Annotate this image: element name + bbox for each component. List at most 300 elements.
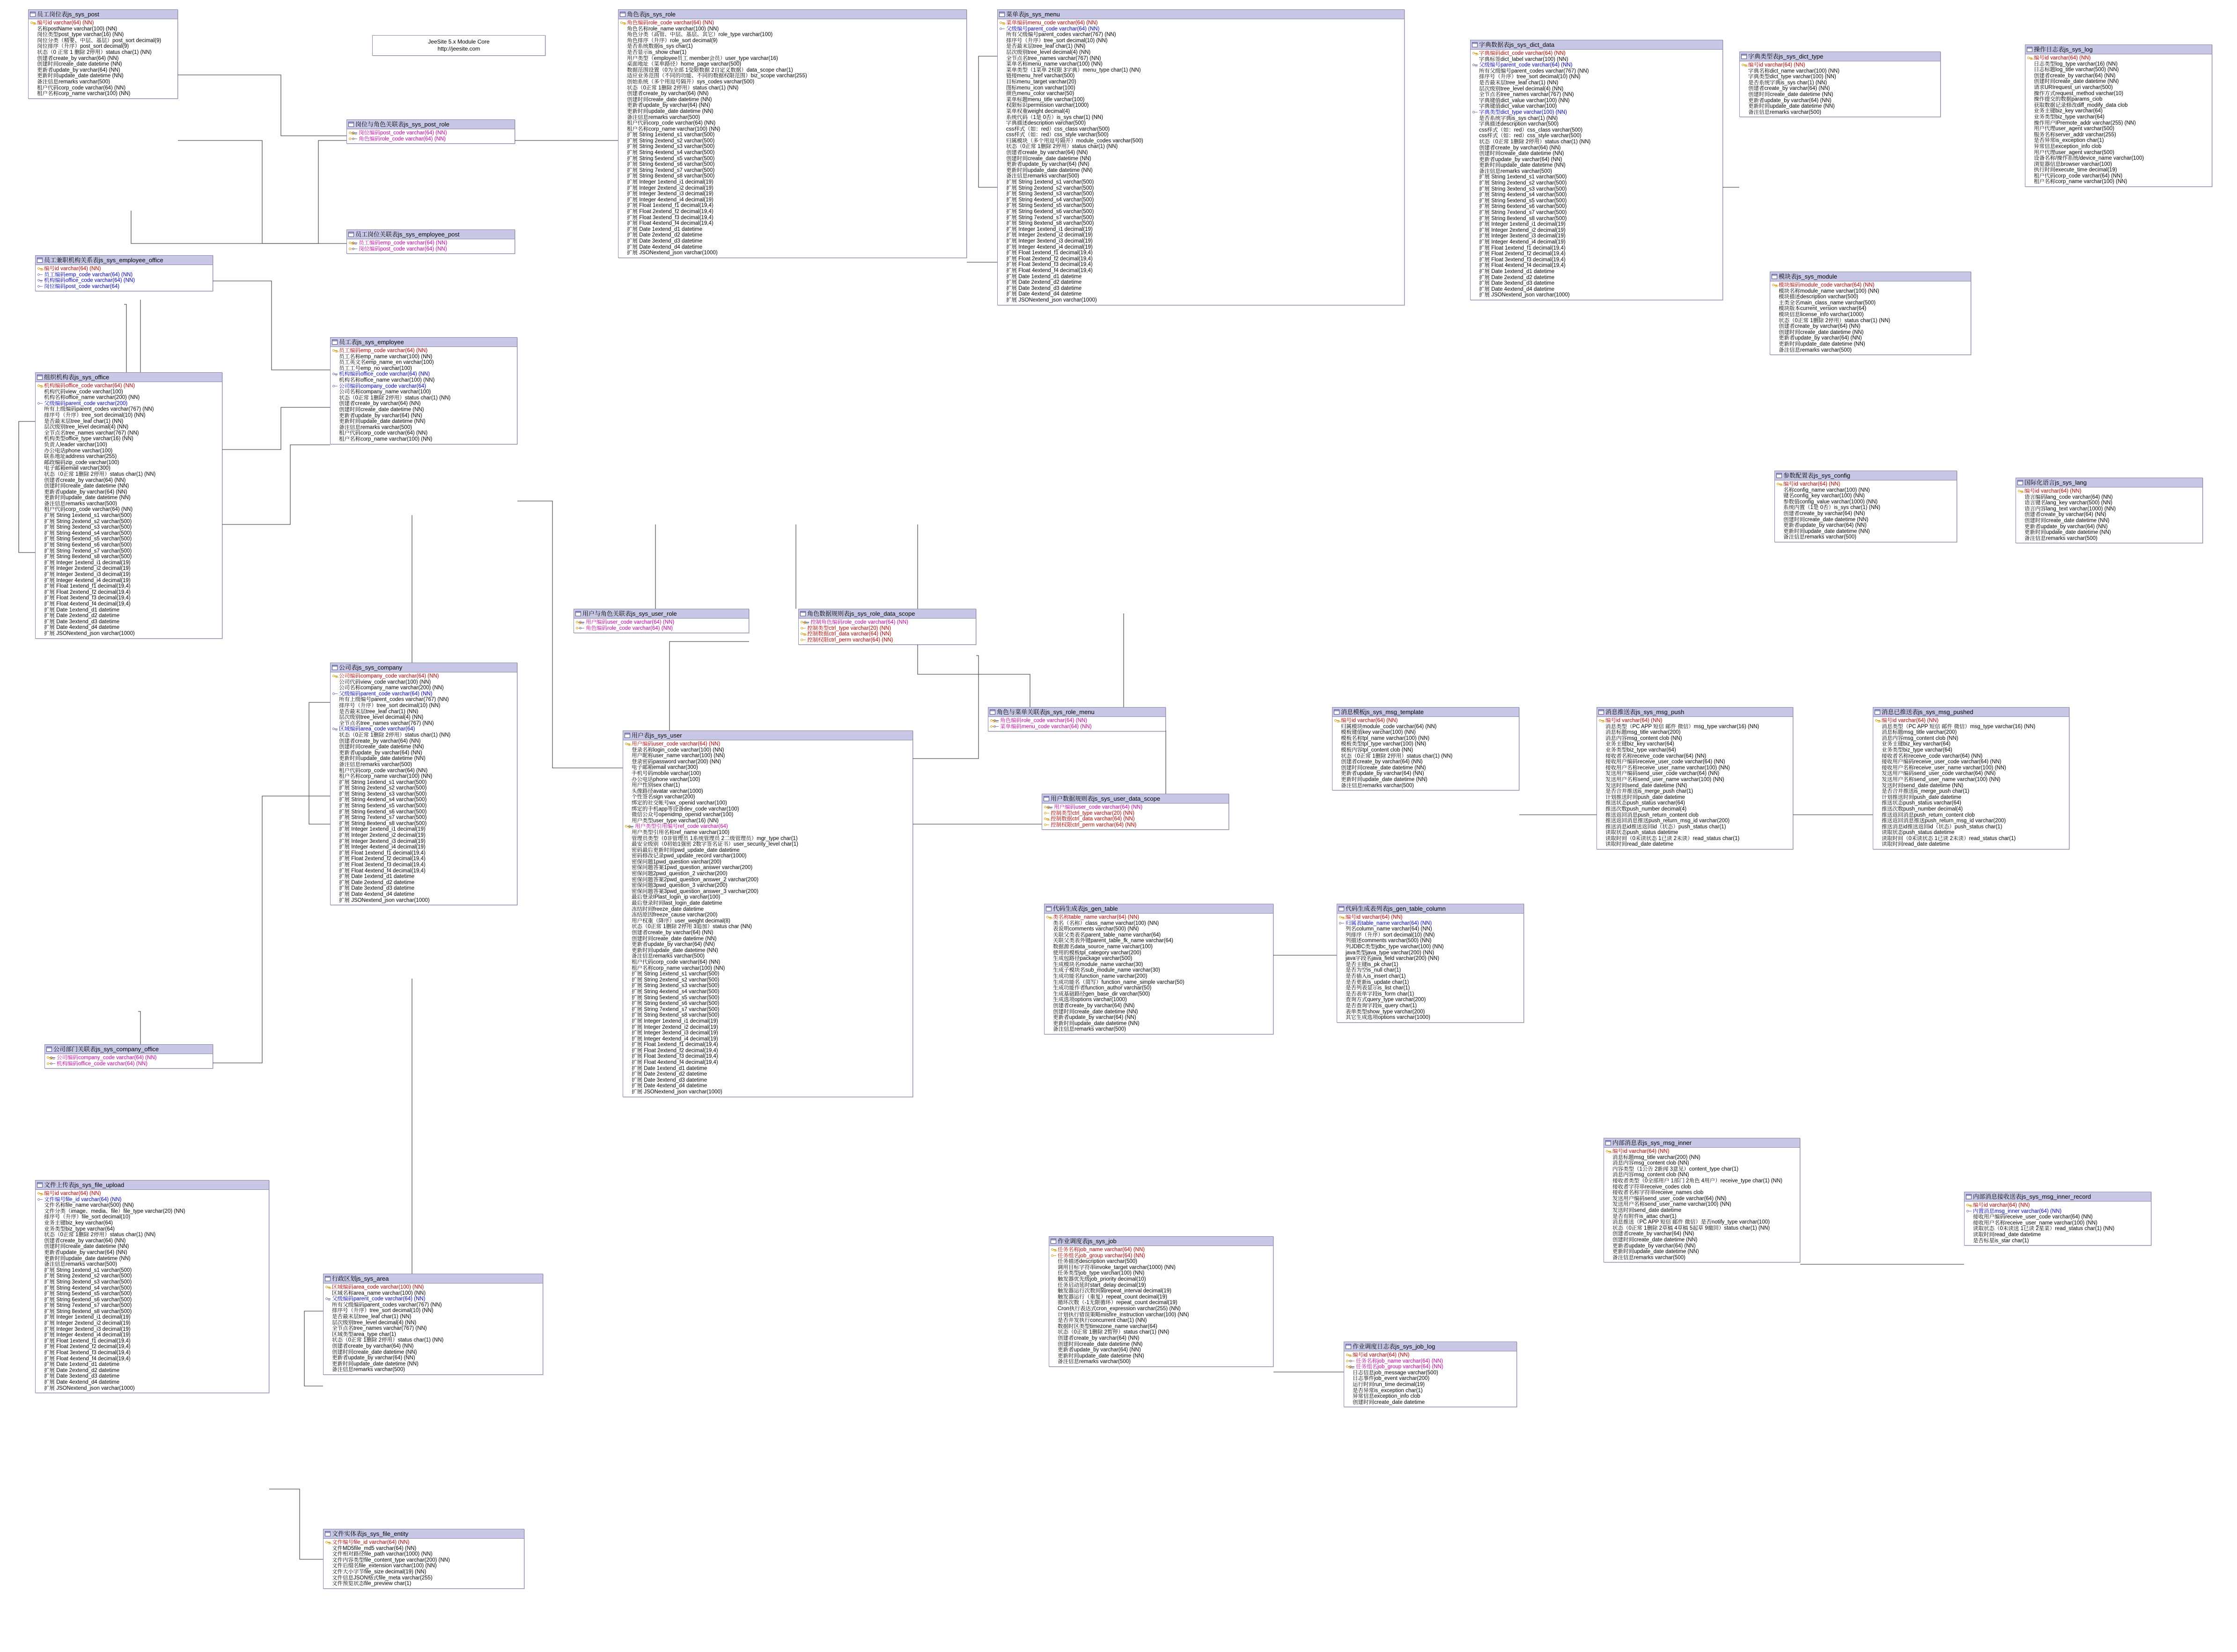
- field-label: 扩展 Date 1extend_d1 datetime: [1006, 273, 1082, 280]
- field-label: 公司编码company_code varchar(64) (NN): [57, 1055, 157, 1061]
- field-row: [624, 747, 912, 753]
- table-icon: [1339, 906, 1344, 911]
- entity-title-text: 角色表js_sys_role: [627, 11, 676, 18]
- field-row: [1338, 921, 1523, 927]
- field-row: [2017, 500, 2201, 506]
- field-label: 扩展 String 1extend_s1 varchar(500): [44, 1267, 132, 1273]
- field-row: [37, 578, 221, 584]
- field-label: 创建时间create_date datetime (NN): [632, 936, 717, 942]
- field-row: [624, 995, 912, 1001]
- field-label: 创建时间create_date datetime (NN): [339, 744, 424, 750]
- field-label: 推送返回消息推送push_return_msg_id varchar(200): [1605, 818, 1730, 824]
- field-row: [1605, 1172, 1799, 1178]
- field-label: 机构名称office_name varchar(100) (NN): [339, 377, 435, 383]
- field-label: 扩展 Float 1extend_f1 decimal(19,4): [627, 203, 714, 209]
- field-row: [1771, 282, 1970, 288]
- field-label: 岗位编码post_code varchar(64): [44, 283, 120, 289]
- field-label: 字典描述description varchar(500): [1479, 121, 1559, 127]
- field-label: 是否最末层tree_leaf char(1) (NN): [1006, 44, 1086, 50]
- field-label: 岗位分类（精要、中层、基层）post_sort decimal(9): [37, 37, 162, 44]
- field-row: [624, 1018, 912, 1025]
- field-row: [1874, 800, 2068, 806]
- entity-title-sys_employee_post: [347, 230, 515, 239]
- field-row: [37, 460, 221, 466]
- table-icon: [46, 1047, 52, 1052]
- field-label: 扩展 String 7extend_s7 varchar(500): [339, 815, 427, 821]
- field-label: 所有父级编码parent_codes varchar(767) (NN): [332, 1302, 442, 1308]
- field-label: 扩展 String 3extend_s3 varchar(500): [44, 524, 132, 531]
- entity-title-sys_employee: [331, 338, 517, 347]
- field-row: [1598, 795, 1792, 801]
- field-row: [1045, 944, 1272, 950]
- field-label: 扩展 Float 3extend_f3 decimal(19,4): [44, 1350, 131, 1356]
- field-row: [624, 1083, 912, 1089]
- field-label: 菜单标题menu_title varchar(100): [1006, 96, 1085, 103]
- field-label: 编号id varchar(64) (NN): [1748, 62, 1805, 68]
- field-label: 控制类型ctrl_type varchar(20) (NN): [807, 625, 891, 631]
- entity-sys_msg_pushed[interactable]: [1873, 707, 2069, 849]
- field-label: 更新者update_by varchar(64) (NN): [1779, 335, 1862, 341]
- field-row: [2017, 512, 2201, 518]
- field-row: [1045, 914, 1272, 921]
- field-label: 是否最末层tree_leaf char(1) (NN): [44, 418, 124, 424]
- field-label: 归属表table_name varchar(64) (NN): [1346, 920, 1432, 926]
- field-row: [1965, 1209, 2150, 1215]
- entity-title-text: 组织机构表js_sys_office: [44, 374, 110, 381]
- field-row: [1472, 269, 1722, 275]
- field-row: [37, 542, 221, 548]
- field-label: 控制数据ctrl_data varchar(64) (NN): [1051, 816, 1135, 822]
- field-label: 扩展 String 1extend_s1 varchar(500): [1006, 179, 1094, 185]
- entity-title-text: 员工表js_sys_employee: [339, 339, 404, 346]
- field-label: 扩展 String 1extend_s1 varchar(500): [627, 132, 715, 138]
- field-row: [1050, 1283, 1272, 1289]
- field-row: [37, 1256, 268, 1262]
- field-row: [2026, 114, 2211, 120]
- field-row: [1045, 932, 1272, 938]
- entity-sys_user[interactable]: [623, 730, 913, 1097]
- field-row: [37, 424, 221, 430]
- field-label: 任务启动延时start_delay decimal(19): [1058, 1282, 1146, 1288]
- field-row: [1050, 1288, 1272, 1294]
- field-row: [1472, 257, 1722, 263]
- entity-sys_employee_office[interactable]: [35, 255, 213, 291]
- field-label: 扩展 Float 4extend_f4 decimal(19,4): [339, 868, 426, 874]
- field-row: [999, 162, 1403, 168]
- field-row: [1776, 481, 1956, 487]
- field-row: [1874, 836, 2068, 842]
- field-label: 扩展 String 4extend_s4 varchar(500): [339, 797, 427, 803]
- entity-title-text: 消息已推送表js_sys_msg_pushed: [1882, 708, 1973, 715]
- field-row: [1605, 1160, 1799, 1166]
- entity-sys_msg_inner_record[interactable]: [1964, 1192, 2151, 1246]
- table-icon: [1598, 709, 1604, 715]
- field-label: 扩展 Date 2extend_d2 datetime: [44, 1367, 120, 1373]
- field-label: 扩展 String 7extend_s7 varchar(500): [632, 1006, 720, 1012]
- field-label: 控制数据ctrl_data varchar(64) (NN): [807, 631, 891, 637]
- field-label: 扩展 String 8extend_s8 varchar(500): [339, 820, 427, 826]
- field-label: 创建时间create_date datetime (NN): [1783, 516, 1869, 523]
- field-label: 归属模块module_code varchar(64) (NN): [1341, 723, 1437, 730]
- field-row: [1741, 68, 1939, 74]
- field-label: 文件后缀名file_extension varchar(100) (NN): [332, 1563, 437, 1569]
- field-label: 扩展 Date 2extend_d2 datetime: [44, 613, 120, 619]
- field-row: [37, 278, 212, 284]
- field-label: 用户性别sex char(1): [632, 782, 680, 789]
- field-row: [1472, 127, 1722, 133]
- entity-sys_dict_type[interactable]: [1739, 52, 1941, 117]
- field-label: 扩展 Integer 4extend_i4 decimal(19): [632, 1036, 718, 1042]
- entity-sys_post_role[interactable]: [346, 119, 515, 144]
- entity-title-text: 用户与角色关联表js_sys_user_role: [582, 610, 677, 617]
- field-row: [331, 785, 516, 791]
- field-row: [331, 844, 516, 850]
- entity-gen_table[interactable]: [1044, 904, 1273, 1034]
- field-row: [1741, 92, 1939, 98]
- field-row: [619, 120, 965, 126]
- field-row: [1333, 736, 1518, 742]
- entity-sys_log[interactable]: [2025, 44, 2212, 187]
- field-label: 使用的模板tpl_category varchar(200): [1053, 950, 1141, 956]
- field-row: [331, 726, 516, 732]
- field-label: 菜单类型（1菜单 2权限 3字典）menu_type char(1) (NN): [1006, 67, 1141, 73]
- field-row: [2026, 173, 2211, 179]
- field-label: 层次级别tree_level decimal(4) (NN): [1006, 49, 1091, 55]
- field-label: 表单类型show_type varchar(200): [1346, 1009, 1425, 1015]
- foreign-key-icon: [1339, 921, 1344, 925]
- field-row: [331, 703, 516, 709]
- field-row: [37, 1368, 268, 1374]
- entity-sys_employee[interactable]: [330, 337, 517, 444]
- entity-sys_user_data_scope[interactable]: [1042, 794, 1229, 830]
- field-row: [37, 266, 212, 272]
- primary-key-icon: [37, 384, 43, 388]
- entity-sys_job_log[interactable]: [1344, 1342, 1517, 1407]
- entity-sys_post[interactable]: [28, 9, 178, 99]
- field-row: [1345, 1388, 1516, 1394]
- field-label: 列描述comments varchar(500) (NN): [1346, 938, 1432, 944]
- entity-sys_config[interactable]: [1774, 471, 1957, 542]
- entity-sys_employee_post[interactable]: [346, 229, 515, 254]
- entity-sys_office[interactable]: [35, 372, 222, 639]
- field-row: [1472, 103, 1722, 110]
- field-label: 任务描述description varchar(500): [1058, 1259, 1138, 1265]
- field-row: [1776, 487, 1956, 494]
- field-row: [624, 830, 912, 836]
- field-row: [1043, 816, 1228, 822]
- field-label: 全节点名tree_names varchar(767) (NN): [1006, 55, 1101, 61]
- field-label: 扩展 Float 2extend_f2 decimal(19,4): [632, 1047, 718, 1054]
- entity-fields-sys_employee_office: [36, 265, 213, 291]
- field-row: [37, 1291, 268, 1297]
- field-row: [999, 297, 1403, 303]
- field-label: 扩展 Float 1extend_f1 decimal(19,4): [44, 583, 131, 590]
- field-row: [1333, 759, 1518, 765]
- field-label: 计划推送时间push_date datetime: [1605, 794, 1685, 800]
- field-row: [1598, 841, 1792, 848]
- entity-title-sys_office: [36, 373, 222, 382]
- entity-sys_msg_template[interactable]: [1332, 707, 1519, 790]
- table-icon: [37, 375, 43, 380]
- field-label: 扩展 Date 3extend_d3 datetime: [632, 1077, 707, 1083]
- field-label: 接收者名称receive_code varchar(64) (NN): [1882, 753, 1983, 759]
- field-label: 扩展 String 6extend_s6 varchar(500): [44, 1297, 132, 1303]
- field-label: 是否表单字段is_form char(1): [1346, 991, 1414, 997]
- field-label: 接收用户名称receive_user_name varchar(100) (NN): [1973, 1220, 2097, 1226]
- field-label: 密码修改记录pwd_update_record varchar(1000): [632, 853, 747, 859]
- field-label: 备注信息remarks varchar(500): [37, 79, 110, 85]
- entity-sys_user_role[interactable]: [574, 609, 749, 633]
- entity-title-sys_msg_push: [1597, 708, 1793, 717]
- field-row: [1472, 162, 1722, 169]
- field-row: [624, 1071, 912, 1077]
- field-label: 全节点名tree_names varchar(767) (NN): [332, 1326, 427, 1332]
- field-row: [619, 85, 965, 91]
- field-label: 所有上级编号parent_codes varchar(767) (NN): [339, 697, 449, 703]
- field-row: [624, 759, 912, 765]
- field-row: [624, 936, 912, 942]
- field-label: 运行时间run_time decimal(19): [1353, 1381, 1425, 1387]
- field-row: [1472, 80, 1722, 86]
- field-row: [999, 115, 1403, 121]
- field-row: [37, 590, 221, 596]
- field-row: [1472, 210, 1722, 216]
- foreign-key-icon: [332, 384, 338, 388]
- primary-key-icon: [37, 1191, 43, 1195]
- field-row: [37, 548, 221, 554]
- field-label: 扩展 Date 2extend_d2 datetime: [627, 232, 703, 238]
- field-row: [619, 79, 965, 85]
- table-icon: [999, 12, 1005, 17]
- field-row: [624, 942, 912, 948]
- field-row: [1874, 753, 2068, 760]
- field-label: 异常信息exception_info clob: [1353, 1394, 1420, 1400]
- field-row: [1965, 1226, 2150, 1232]
- entity-title-text: 国际化语言js_sys_lang: [2024, 479, 2087, 486]
- table-icon: [620, 12, 625, 17]
- field-label: 更新者update_by varchar(64) (NN): [1748, 97, 1832, 103]
- field-label: 层次级别tree_level decimal(4) (NN): [332, 1320, 417, 1326]
- entity-sys_job[interactable]: [1049, 1236, 1273, 1367]
- field-label: 创建者create_by varchar(64) (NN): [2024, 512, 2106, 518]
- field-label: 编号id varchar(64) (NN): [1783, 481, 1840, 487]
- field-row: [1771, 341, 1970, 347]
- field-label: 排序号（升序）tree_sort decimal(10) (NN): [339, 702, 441, 708]
- field-row: [624, 782, 912, 789]
- field-row: [999, 150, 1403, 156]
- field-label: 租户代码corp_code varchar(64) (NN): [632, 959, 721, 965]
- field-label: 扩展 String 3extend_s3 varchar(500): [44, 1279, 132, 1285]
- field-row: [331, 360, 516, 366]
- field-label: 用户类型引用编号ref_code varchar(64): [635, 824, 728, 830]
- field-label: 租户名称corp_name varchar(100) (NN): [339, 774, 433, 780]
- field-label: 适应业务范围（不同的功能、不同的数据权限范围）biz_scope varchar(255): [627, 73, 807, 79]
- entity-sys_company_office[interactable]: [44, 1044, 213, 1069]
- primary-key-icon: [1875, 718, 1880, 723]
- field-row: [800, 631, 975, 637]
- entity-sys_file_entity[interactable]: [323, 1529, 524, 1589]
- field-row: [1598, 736, 1792, 742]
- table-icon: [325, 1531, 331, 1536]
- field-row: [1776, 534, 1956, 540]
- foreign-key-icon: [352, 131, 357, 135]
- field-label: 机构编码office_code varchar(64) (NN): [339, 371, 430, 377]
- field-label: 扩展 Date 1extend_d1 datetime: [44, 1362, 120, 1368]
- field-label: 扩展 Date 3extend_d3 datetime: [44, 619, 120, 625]
- field-row: [1874, 783, 2068, 789]
- entity-sys_menu[interactable]: [997, 9, 1405, 305]
- field-label: 备注信息remarks varchar(500): [1748, 109, 1821, 115]
- entity-title-sys_dict_type: [1740, 52, 1940, 61]
- table-icon: [2017, 480, 2023, 485]
- entity-sys_msg_push[interactable]: [1597, 707, 1793, 849]
- field-row: [624, 859, 912, 865]
- field-row: [999, 286, 1403, 292]
- field-label: 角色排序（升序）role_sort decimal(9): [627, 37, 718, 44]
- field-row: [1472, 157, 1722, 163]
- field-row: [37, 566, 221, 572]
- field-label: 机构编码office_code varchar(64) (NN): [44, 278, 135, 284]
- field-label: 扩展 Integer 4extend_i4 decimal(19): [44, 577, 131, 583]
- entity-gen_table_column[interactable]: [1337, 904, 1524, 1023]
- field-label: 系统内置（1是 0否）is_sys char(1) (NN): [1783, 505, 1881, 511]
- field-row: [624, 741, 912, 747]
- field-label: 推送消息id推送返回id（状态）push_status char(1): [1605, 824, 1726, 830]
- field-row: [619, 115, 965, 121]
- field-row: [1345, 1364, 1516, 1370]
- field-row: [624, 1054, 912, 1060]
- field-label: 创建时间create_date datetime (NN): [1612, 1237, 1698, 1243]
- entity-sys_dict_data[interactable]: [1470, 40, 1723, 300]
- field-row: [1338, 944, 1523, 950]
- table-icon: [1772, 274, 1777, 279]
- field-label: 创建者create_by varchar(64) (NN): [1779, 324, 1861, 330]
- field-row: [331, 377, 516, 384]
- field-row: [2026, 126, 2211, 132]
- field-label: 文件编号file_id varchar(64) (NN): [332, 1540, 410, 1545]
- field-row: [37, 1362, 268, 1368]
- entity-sys_upload[interactable]: [35, 1180, 269, 1393]
- field-label: 扩展 String 3extend_s3 varchar(500): [1479, 186, 1567, 192]
- field-label: 推送状态push_status varchar(64): [1882, 800, 1962, 806]
- field-label: 编号id varchar(64) (NN): [2024, 488, 2082, 494]
- entity-fields-sys_msg_inner: [1604, 1148, 1800, 1262]
- table-icon: [800, 611, 806, 616]
- field-row: [1345, 1358, 1516, 1364]
- primary-key-icon: [1051, 1254, 1056, 1258]
- field-label: 扩展 String 4extend_s4 varchar(500): [44, 1285, 132, 1291]
- field-row: [999, 32, 1403, 38]
- field-label: 扩展 Integer 1extend_i1 decimal(19): [44, 560, 131, 566]
- table-icon: [332, 339, 338, 345]
- field-label: 任务名称job_name varchar(64) (NN): [1058, 1247, 1145, 1253]
- field-label: 父级编码parent_code varchar(64) (NN): [332, 1296, 426, 1302]
- field-label: 办公电话phone varchar(100): [632, 776, 700, 782]
- entity-sys_role_menu[interactable]: [988, 707, 1166, 731]
- field-label: 角色编码role_code varchar(64) (NN): [1000, 718, 1087, 723]
- field-row: [1050, 1359, 1272, 1365]
- field-row: [331, 419, 516, 425]
- entity-sys_module[interactable]: [1770, 272, 1971, 355]
- entity-fields-sys_lang: [2016, 487, 2202, 543]
- field-label: 创建者create_by varchar(64) (NN): [1006, 150, 1088, 156]
- field-label: 最后登录时间last_login_date datetime: [632, 900, 722, 907]
- field-label: 扩展 String 8extend_s8 varchar(500): [44, 1308, 132, 1314]
- field-row: [37, 483, 221, 489]
- field-label: 类名（名称）class_name varchar(100) (NN): [1053, 920, 1159, 926]
- field-row: [1771, 288, 1970, 295]
- entity-title-text: 用户数据规则表js_sys_user_data_scope: [1051, 795, 1161, 802]
- field-label: 创建时间create_date datetime (NN): [332, 1349, 417, 1355]
- entity-sys_msg_inner[interactable]: [1604, 1138, 1800, 1262]
- field-label: 创始系统（多个用逗号隔开）sys_codes varchar(500): [627, 79, 755, 85]
- table-icon: [990, 709, 995, 715]
- field-row: [1741, 86, 1939, 92]
- entity-sys_company[interactable]: [330, 663, 517, 905]
- field-label: 员工编码emp_code varchar(64) (NN): [44, 272, 133, 278]
- field-row: [1045, 1003, 1272, 1009]
- field-label: 备注信息remarks varchar(500): [44, 501, 117, 507]
- field-row: [1741, 103, 1939, 110]
- field-label: 目标menu_target varchar(20): [1006, 79, 1076, 85]
- field-label: 创建者create_by varchar(64) (NN): [1053, 1003, 1135, 1009]
- entity-sys_lang[interactable]: [2016, 478, 2203, 543]
- entity-sys_area[interactable]: [323, 1274, 543, 1375]
- field-label: 办公电话phone varchar(100): [44, 448, 113, 454]
- field-row: [624, 912, 912, 918]
- field-row: [37, 1220, 268, 1226]
- field-label: 是否主键is_pk char(1): [1346, 961, 1398, 967]
- field-label: 状态（0正常 1删除 2草稿 4草稿 5起草 9撤回）status char(1) (NN): [1612, 1225, 1770, 1231]
- field-row: [37, 489, 221, 495]
- foreign-key-icon: [628, 824, 633, 828]
- field-row: [624, 948, 912, 954]
- field-label: 联系地址address varchar(255): [44, 454, 117, 460]
- field-label: 扩展 Float 2extend_f2 decimal(19,4): [1006, 256, 1093, 262]
- primary-key-icon: [1966, 1203, 1972, 1207]
- field-row: [1605, 1190, 1799, 1196]
- field-label: 扩展 Float 3extend_f3 decimal(19,4): [1006, 262, 1093, 268]
- field-row: [324, 1557, 523, 1564]
- field-label: 扩展 Integer 4extend_i4 decimal(19): [1006, 244, 1093, 250]
- field-row: [37, 1297, 268, 1303]
- field-label: 扩展 String 6extend_s6 varchar(500): [1006, 209, 1094, 214]
- entity-sys_role_data_scope[interactable]: [798, 609, 976, 645]
- field-label: 最安全级别（0初始1强密 2数字签名证书）user_security_level char(1): [632, 841, 798, 848]
- field-row: [1338, 967, 1523, 974]
- entity-title-text: 代码生成表列表js_gen_table_column: [1346, 905, 1446, 912]
- field-row: [37, 1303, 268, 1309]
- field-label: 扩展 String 2extend_s2 varchar(500): [339, 785, 427, 791]
- field-label: 状态（0正常 1删除 2停用）status char(1) (NN): [339, 732, 451, 738]
- field-row: [324, 1540, 523, 1546]
- field-row: [1050, 1335, 1272, 1342]
- field-row: [1050, 1347, 1272, 1353]
- field-row: [37, 448, 221, 454]
- field-label: 字典标签dict_label varchar(100) (NN): [1479, 56, 1568, 62]
- entity-sys_role[interactable]: [618, 9, 967, 258]
- primary-key-icon: [1777, 482, 1782, 486]
- field-row: [624, 966, 912, 972]
- field-row: [619, 26, 965, 32]
- field-label: 数据时区类型timezone_name varchar(64): [1058, 1323, 1157, 1329]
- field-label: 员工英文名emp_name_en varchar(100): [339, 360, 434, 366]
- field-row: [1338, 985, 1523, 991]
- field-row: [37, 1386, 268, 1392]
- field-row: [331, 691, 516, 697]
- field-row: [37, 1238, 268, 1244]
- field-label: 扩展 Integer 3extend_i3 decimal(19): [627, 191, 714, 197]
